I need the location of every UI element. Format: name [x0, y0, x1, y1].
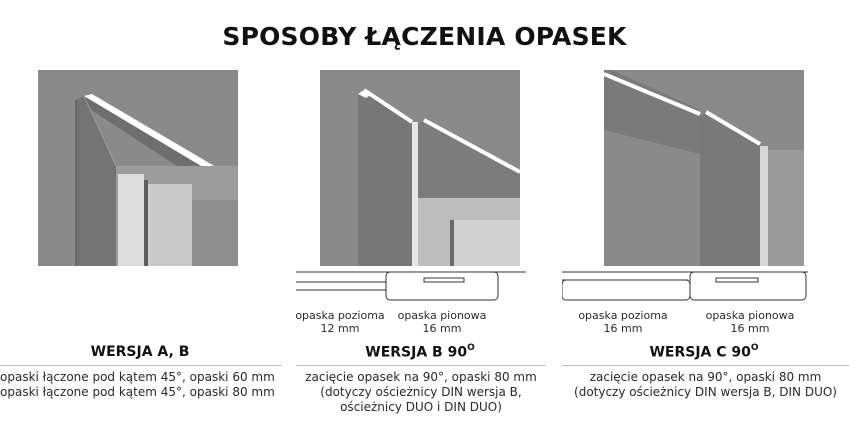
- version-a-label: WERSJA A, B: [90, 344, 190, 360]
- cross-section-version-c: [562, 268, 808, 304]
- illustration-version-a: [38, 70, 238, 266]
- version-c-label: WERSJA C $90^O$: [649, 343, 759, 361]
- caption-c-left: opaska pozioma 16 mm: [578, 309, 668, 335]
- version-b-label: WERSJA B $90^O$: [365, 343, 475, 361]
- caption-c-right: opaska pionowa 16 mm: [705, 309, 795, 335]
- illustration-version-b: [320, 70, 520, 266]
- caption-b-left: opaska pozioma 12 mm: [295, 309, 385, 335]
- description-version-b: zacięcie opasek na 90°, opaski 80 mm (dotyczy ościeżnicy DIN wersja B, ościeżnicy DUO i DIN DUO): [305, 370, 537, 414]
- illustration-version-c: [604, 70, 804, 266]
- description-version-c: zacięcie opasek na 90°, opaski 80 mm (dotyczy ościeżnicy DIN wersja B, DIN DUO): [574, 370, 837, 399]
- divider-a: [0, 365, 282, 366]
- caption-b-right: opaska pionowa 16 mm: [397, 309, 487, 335]
- cross-section-version-b: [296, 268, 526, 304]
- divider-b: [296, 365, 546, 366]
- page-title: SPOSOBY ŁĄCZENIA OPASEK: [222, 22, 627, 51]
- divider-c: [562, 365, 849, 366]
- description-version-a: opaski łączone pod kątem 45°, opaski 60 mm opaski łączone pod kątem 45°, opaski 80 mm: [0, 370, 275, 399]
